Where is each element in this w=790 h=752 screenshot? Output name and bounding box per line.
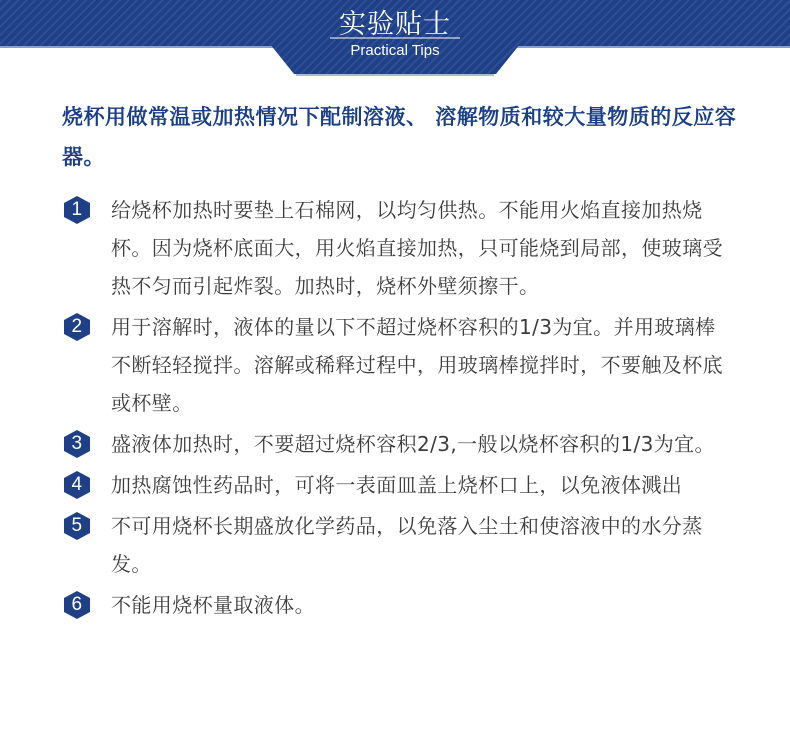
number-badge xyxy=(62,511,92,541)
tip-text: 不能用烧杯量取液体。 xyxy=(111,593,315,617)
tip-item xyxy=(62,308,732,422)
number-badge xyxy=(62,470,92,500)
tip-item xyxy=(62,191,732,305)
badge-number: 1 xyxy=(71,199,83,220)
badge-number: 2 xyxy=(71,316,83,337)
banner-subtitle: Practical Tips xyxy=(350,42,440,59)
tip-item xyxy=(62,425,732,463)
tip-text: 盛液体加热时，不要超过烧杯容积2/3,一般以烧杯容积的1/3为宜。 xyxy=(111,432,715,456)
tip-item xyxy=(62,507,732,583)
tips-list xyxy=(62,191,732,627)
header-banner xyxy=(0,0,790,80)
badge-number: 3 xyxy=(71,433,83,454)
intro-text: 烧杯用做常温或加热情况下配制溶液、 溶解物质和较大量物质的反应容器。 xyxy=(62,105,737,169)
tip-text: 给烧杯加热时要垫上石棉网，以均匀供热。不能用火焰直接加热烧杯。因为烧杯底面大，用火焰直接加热，只可能烧到局部，使玻璃受热不匀而引起炸裂。加热时，烧杯外壁须擦干。 xyxy=(111,198,723,298)
tip-text: 用于溶解时，液体的量以下不超过烧杯容积的1/3为宜。并用玻璃棒不断轻轻搅拌。溶解或稀释过程中，用玻璃棒搅拌时，不要触及杯底或杯壁。 xyxy=(111,315,723,415)
number-badge xyxy=(62,590,92,620)
banner-title: 实验贴士 xyxy=(339,9,451,40)
number-badge xyxy=(62,312,92,342)
tip-item xyxy=(62,586,732,624)
badge-number: 6 xyxy=(71,594,83,615)
badge-number: 4 xyxy=(71,474,83,495)
tip-item xyxy=(62,466,732,504)
tip-text: 不可用烧杯长期盛放化学药品，以免落入尘土和使溶液中的水分蒸发。 xyxy=(111,514,703,576)
badge-number: 5 xyxy=(71,515,83,536)
number-badge xyxy=(62,195,92,225)
number-badge xyxy=(62,429,92,459)
tip-text: 加热腐蚀性药品时，可将一表面皿盖上烧杯口上，以免液体溅出 xyxy=(111,473,683,497)
